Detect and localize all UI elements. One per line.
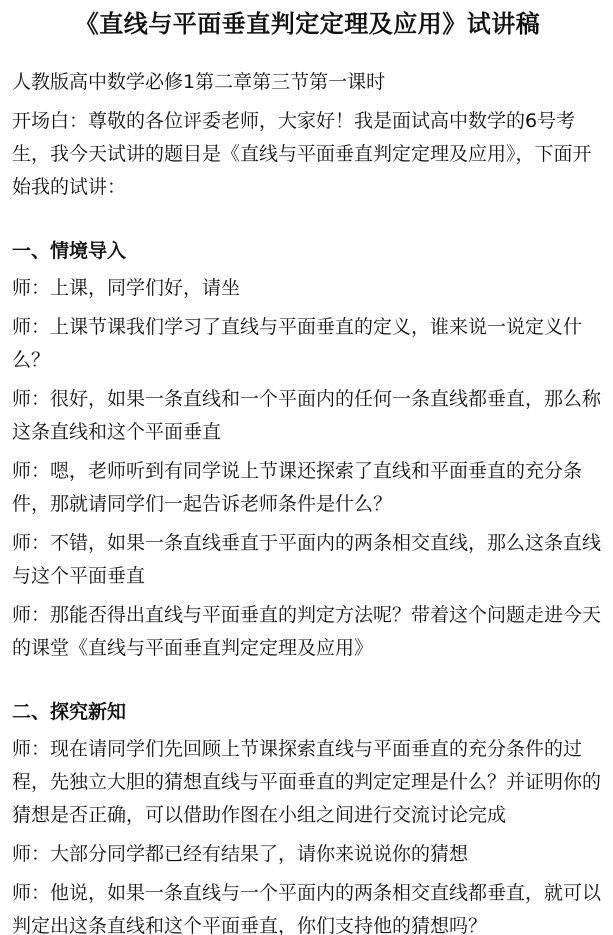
section-heading: 一、情境导入 [12,240,127,262]
dialogue-paragraph: 师：上课，同学们好，请坐 [12,277,241,299]
opening-remarks: 开场白：尊敬的各位评委老师，大家好！我是面试高中数学的6号考生，我今天试讲的题目是《直线与平面垂直判定定理及应用》，下面开始我的试讲： [12,110,592,198]
document-title: 《直线与平面垂直判定定理及应用》试讲稿 [74,10,541,38]
dialogue-paragraph: 师：上课节课我们学习了直线与平面垂直的定义，谁来说一说定义什么？ [12,316,583,371]
dialogue-paragraph: 师：很好，如果一条直线和一个平面内的任何一条直线都垂直，那么称这条直线和这个平面垂直 [12,388,602,443]
dialogue-paragraph: 师：大部分同学都已经有结果了，请你来说说你的猜想 [12,843,469,865]
dialogue-paragraph: 师：他说，如果一条直线与一个平面内的两条相交直线都垂直，就可以判定出这条直线和这个平面垂直，你们支持他的猜想吗？ [12,882,602,935]
section-explore-new-knowledge [12,699,603,935]
dialogue-paragraph: 师：那能否得出直线与平面垂直的判定方法呢？带着这个问题走进今天的课堂《直线与平面垂直判定定理及应用》 [12,604,602,659]
dialogue-paragraph: 师：现在请同学们先回顾上节课探索直线与平面垂直的充分条件的过程，先独立大胆的猜想直线与平面垂直的判定定理是什么？并证明你的猜想是否正确，可以借助作图在小组之间进行交流讨论完成 [12,738,602,826]
document-subtitle: 人教版高中数学必修1第二章第三节第一课时 [12,71,386,93]
dialogue-paragraph: 师：不错，如果一条直线垂直于平面内的两条相交直线，那么这条直线与这个平面垂直 [12,532,602,587]
section-situation-intro [12,238,603,665]
dialogue-paragraph: 师：嗯，老师听到有同学说上节课还探索了直线和平面垂直的充分条件，那就请同学们一起告诉老师条件是什么？ [12,460,583,515]
section-heading: 二、探究新知 [12,701,127,723]
